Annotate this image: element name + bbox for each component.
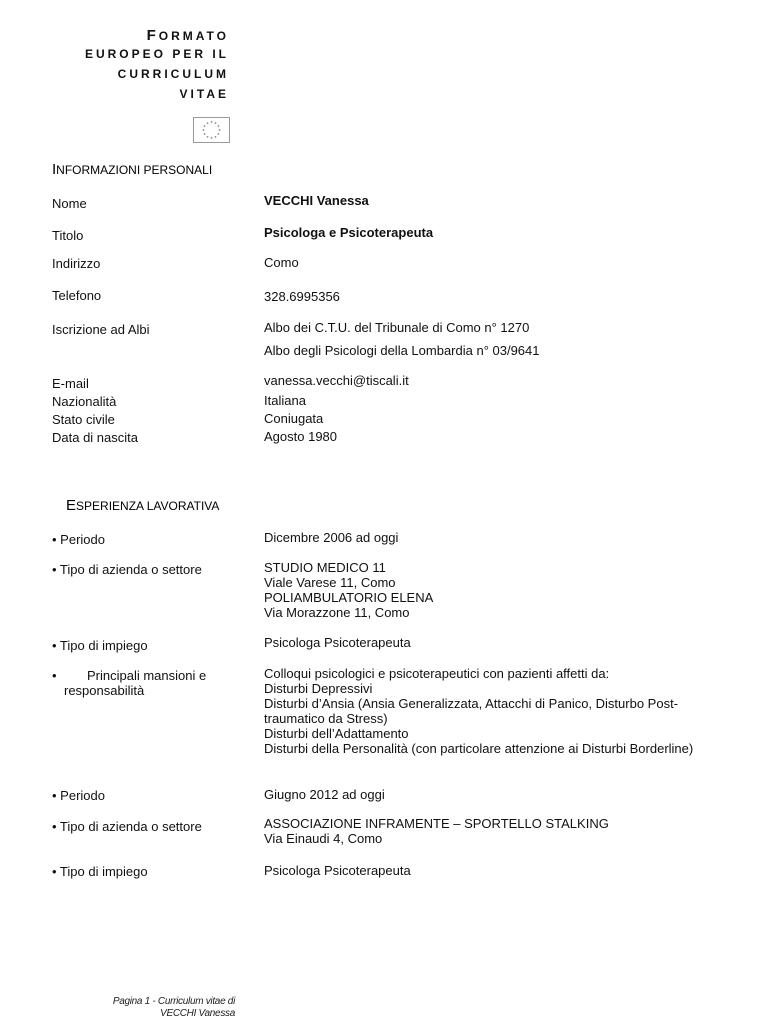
value-title: Psicologa e Psicoterapeuta bbox=[264, 225, 434, 240]
value-birth-date: Agosto 1980 bbox=[264, 429, 338, 444]
value-job1-company bbox=[264, 560, 433, 620]
title-line-3: CURRICULUM bbox=[117, 67, 229, 81]
value-email[interactable]: vanessa.vecchi@tiscali.it bbox=[264, 373, 409, 388]
company-line: Viale Varese 11, Como bbox=[264, 575, 396, 590]
value-job1-duties bbox=[264, 666, 693, 756]
personal-info-heading: INFORMAZIONI PERSONALI bbox=[52, 161, 213, 178]
eu-flag-icon bbox=[193, 117, 230, 143]
label-address: Indirizzo bbox=[52, 256, 101, 271]
value-address: Como bbox=[264, 255, 299, 270]
company-line: Via Einaudi 4, Como bbox=[264, 831, 383, 846]
label-job2-company: • Tipo di azienda o settore bbox=[52, 819, 202, 834]
label-job1-duties: Principali mansioni e bbox=[87, 668, 207, 683]
company-line: STUDIO MEDICO 11 bbox=[264, 560, 386, 575]
footer-line-2: VECCHI Vanessa bbox=[160, 1008, 235, 1019]
label-job2-period: • Periodo bbox=[52, 788, 105, 803]
label-phone: Telefono bbox=[52, 288, 102, 303]
duty-line: Disturbi della Personalità (con particolare attenzione ai Disturbi Borderline) bbox=[264, 741, 694, 756]
value-nationality: Italiana bbox=[264, 393, 306, 408]
value-job2-company bbox=[264, 816, 609, 846]
duty-line: Disturbi Depressivi bbox=[264, 681, 373, 696]
label-birth-date: Data di nascita bbox=[52, 430, 138, 445]
value-register-ctu: Albo dei C.T.U. del Tribunale di Como n° 1270 bbox=[264, 320, 530, 335]
duty-line: Disturbi d’Ansia (Ansia Generalizzata, Attacchi di Panico, Disturbo Post- bbox=[264, 696, 679, 711]
duty-line: Colloqui psicologici e psicoterapeutici con pazienti affetti da: bbox=[264, 666, 610, 681]
value-job2-type: Psicologa Psicoterapeuta bbox=[264, 863, 411, 878]
value-phone: 328.6995356 bbox=[264, 289, 340, 304]
duty-line: traumatico da Stress) bbox=[264, 711, 388, 726]
title-line-4: VITAE bbox=[179, 87, 229, 101]
value-job1-type: Psicologa Psicoterapeuta bbox=[264, 635, 411, 650]
label-registers: Iscrizione ad Albi bbox=[52, 322, 150, 337]
company-line: ASSOCIAZIONE INFRAMENTE – SPORTELLO STALKING bbox=[264, 816, 609, 831]
page-footer bbox=[113, 996, 235, 1020]
label-job2-type: • Tipo di impiego bbox=[52, 864, 148, 879]
label-job1-period: • Periodo bbox=[52, 532, 105, 547]
company-line: POLIAMBULATORIO ELENA bbox=[264, 590, 434, 605]
label-title: Titolo bbox=[52, 228, 84, 243]
value-name: VECCHI Vanessa bbox=[264, 193, 369, 208]
value-job1-period: Dicembre 2006 ad oggi bbox=[264, 530, 399, 545]
label-job1-company: • Tipo di azienda o settore bbox=[52, 562, 202, 577]
label-civil-status: Stato civile bbox=[52, 412, 115, 427]
label-job1-duties-2: responsabilità bbox=[64, 683, 145, 698]
label-email: E-mail bbox=[52, 376, 89, 391]
value-register-psicologi: Albo degli Psicologi della Lombardia n° 03/9641 bbox=[264, 343, 540, 358]
title-line-1: FORMATO bbox=[146, 27, 229, 44]
work-experience-heading: ESPERIENZA LAVORATIVA bbox=[66, 497, 220, 514]
label-job1-duties-bullet: • bbox=[52, 668, 57, 683]
label-nationality: Nazionalità bbox=[52, 394, 117, 409]
value-job2-period: Giugno 2012 ad oggi bbox=[264, 787, 385, 802]
title-line-2: EUROPEO PER IL bbox=[84, 47, 229, 61]
label-name: Nome bbox=[52, 196, 87, 211]
value-civil-status: Coniugata bbox=[264, 411, 324, 426]
duty-line: Disturbi dell’Adattamento bbox=[264, 726, 409, 741]
company-line: Via Morazzone 11, Como bbox=[264, 605, 410, 620]
label-job1-type: • Tipo di impiego bbox=[52, 638, 148, 653]
footer-line-1: Pagina 1 - Curriculum vitae di bbox=[112, 996, 235, 1007]
